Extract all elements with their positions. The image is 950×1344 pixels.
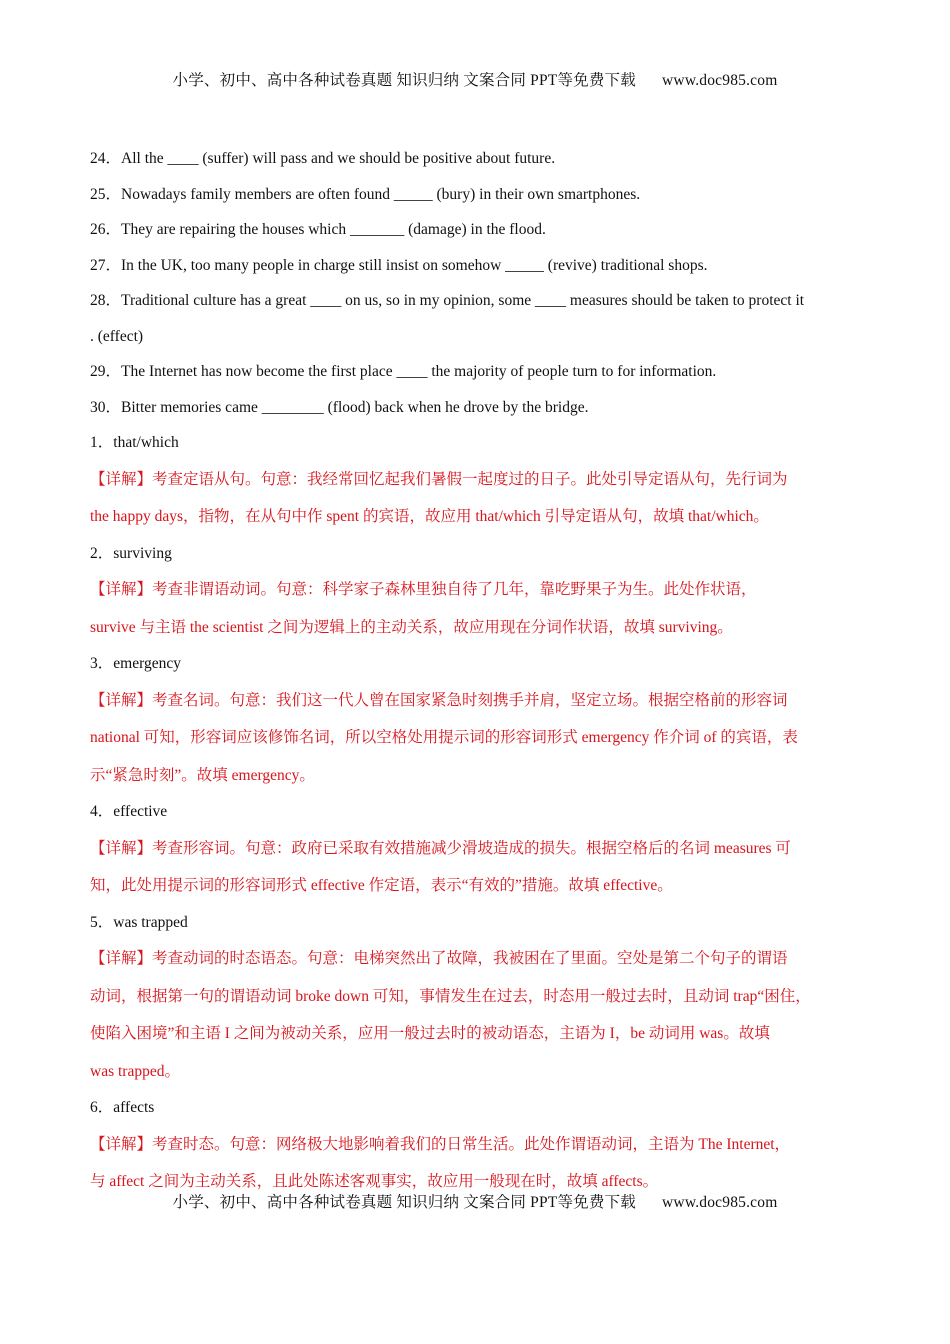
document-body xyxy=(90,141,862,1201)
answer-heading: 5．was trapped xyxy=(90,913,188,931)
header-url[interactable]: www.doc985.com xyxy=(662,72,778,89)
answer-detail: 【详解】考查名词。句意：我们这一代人曾在国家紧急时刻携手并肩，坚定立场。根据空格前的形容词 national 可知，形容词应该修饰名词，所以空格处用提示词的形容词形式 emergency 作介词 of 的宾语，表 示“紧急时刻”。故填 emergency。 xyxy=(90,691,798,784)
answer-detail: 【详解】考查动词的时态语态。句意：电梯突然出了故障，我被困在了里面。空处是第二个句子的谓语 动词，根据第一句的谓语动词 broke down 可知，事情发生在过去，时态用一般过去时，且动词 trap“困住， 使陷入困境”和主语 I 之间为被动关系，应用一般过去时的被动语态，主语为 I，be 动词用 was。故填 was trapped。 xyxy=(90,950,811,1080)
answer-heading: 2．surviving xyxy=(90,544,172,562)
answer-heading: 4．effective xyxy=(90,803,168,820)
header-text: 小学、初中、高中各种试卷真题 知识归纳 文案合同 PPT等免费下载 xyxy=(172,72,636,89)
answer-detail: 【详解】考查非谓语动词。句意：科学家子森林里独自待了几年，靠吃野果子为生。此处作状语， survive 与主语 the scientist 之间为逻辑上的主动关系，故应用现在分词作状语，故填 surviving。 xyxy=(90,581,757,636)
answer-detail: 【详解】考查定语从句。句意：我经常回忆起我们暑假一起度过的日子。此处引导定语从句，先行词为 the happy days，指物，在从句中作 spent 的宾语，故应用 that/which 引导定语从句，故填 that/which。 xyxy=(90,470,788,525)
page-footer xyxy=(0,1190,950,1212)
question-item: 29．The Internet has now become the first place ____ the majority of people turn to for information. xyxy=(90,363,717,380)
footer-text: 小学、初中、高中各种试卷真题 知识归纳 文案合同 PPT等免费下载 xyxy=(172,1194,636,1211)
question-item: 26．They are repairing the houses which _______ (damage) in the flood. xyxy=(90,221,546,238)
question-item: 27．In the UK, too many people in charge still insist on somehow _____ (revive) traditional shops. xyxy=(90,256,708,274)
answer-detail: 【详解】考查时态。句意：网络极大地影响着我们的日常生活。此处作谓语动词，主语为 The Internet， 与 affect 之间为主动关系，且此处陈述客观事实，故应用一般现在时，故填 affects。 xyxy=(90,1135,791,1190)
question-item: 25．Nowadays family members are often found _____ (bury) in their own smartphones. xyxy=(90,185,641,203)
answer-heading: 1．that/which xyxy=(90,434,179,451)
page-header xyxy=(0,68,950,90)
question-item: 30．Bitter memories came ________ (flood) back when he drove by the bridge. xyxy=(90,398,589,416)
question-item: 24．All the ____ (suffer) will pass and we should be positive about future. xyxy=(90,150,556,167)
question-item: 28．Traditional culture has a great ____ on us, so in my opinion, some ____ measures should be taken to protect it xyxy=(90,292,805,309)
question-continuation: . (effect) xyxy=(90,327,144,345)
answer-detail: 【详解】考查形容词。句意：政府已采取有效措施减少滑坡造成的损失。根据空格后的名词 measures 可 知，此处用提示词的形容词形式 effective 作定语，表示“有效的”措施。故填 effective。 xyxy=(90,839,791,894)
footer-url[interactable]: www.doc985.com xyxy=(662,1194,778,1211)
answer-heading: 3．emergency xyxy=(90,655,181,672)
answer-heading: 6．affects xyxy=(90,1099,155,1116)
